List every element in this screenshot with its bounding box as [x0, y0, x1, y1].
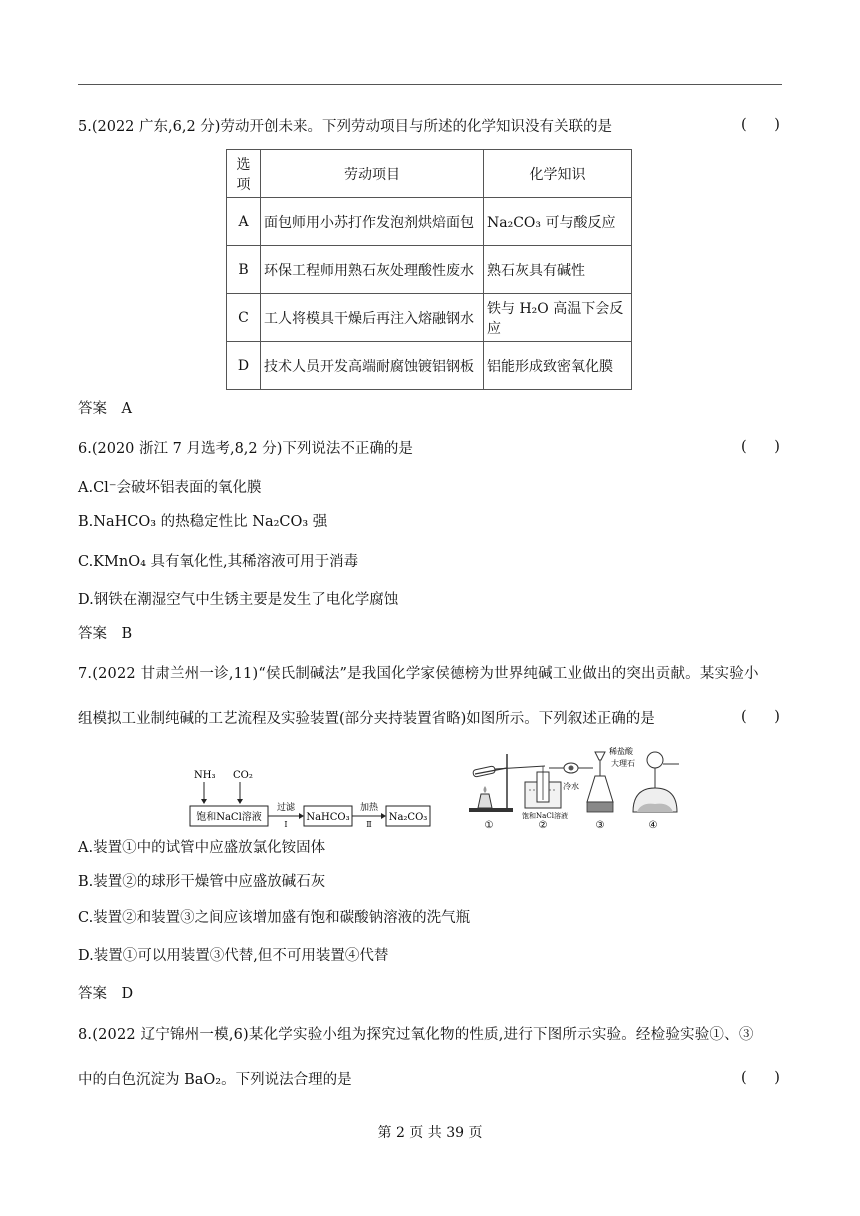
- flow-box-nacl-text: 饱和NaCl溶液: [196, 812, 262, 823]
- q7-option-a: A.装置①中的试管中应盛放氯化铵固体: [78, 840, 326, 856]
- table-row: [227, 198, 632, 246]
- table-header-knowledge: 化学知识: [484, 150, 632, 198]
- flow-arrow-2-bottom: Ⅱ: [366, 820, 372, 829]
- support-block: [587, 802, 613, 812]
- page-footer: 第 2 页 共 39 页: [377, 1125, 483, 1141]
- q6-answer-paren: ( ): [741, 439, 780, 455]
- q7-flow-diagram: [186, 766, 432, 832]
- q8-answer-paren: ( ): [741, 1070, 780, 1086]
- conical-flask: [587, 776, 613, 802]
- flame: [484, 786, 487, 793]
- apparatus-2-label: ②: [538, 820, 548, 831]
- table-cell-knowledge: Na₂CO₃ 可与酸反应: [484, 198, 632, 246]
- saturated-nacl-label: 饱和NaCl溶液: [522, 812, 568, 820]
- kipp-top-bulb: [647, 752, 663, 768]
- table-cell-knowledge: 铝能形成致密氧化膜: [484, 342, 632, 390]
- flow-arrow-1-bottom: Ⅰ: [284, 820, 288, 829]
- table-row: [227, 294, 632, 342]
- stand-base: [469, 808, 513, 812]
- table-cell-project: 面包师用小苏打作发泡剂烘焙面包: [261, 198, 484, 246]
- q7-answer-paren: ( ): [741, 709, 780, 725]
- flow-arrowhead-2: [381, 813, 386, 819]
- q7-answer: 答案 D: [78, 986, 134, 1002]
- q6-answer: 答案 B: [78, 626, 133, 642]
- q7-stem-line2: 组模拟工业制纯碱的工艺流程及实验装置(部分夹持装置省略)如图所示。下列叙述正确的是: [78, 711, 655, 727]
- drying-tube-fill: [569, 766, 574, 771]
- q7-option-d: D.装置①可以用装置③代替,但不可用装置④代替: [78, 948, 389, 964]
- q5-stem: 5.(2022 广东,6,2 分)劳动开创未来。下列劳动项目与所述的化学知识没有关联的是: [78, 119, 612, 135]
- header-rule: [78, 84, 782, 85]
- apparatus-3: [587, 746, 635, 831]
- table-cell-option: D: [227, 342, 261, 390]
- table-row: [227, 342, 632, 390]
- table-cell-knowledge: 铁与 H₂O 高温下会反应: [484, 294, 632, 342]
- apparatus-4-label: ④: [648, 820, 658, 831]
- flow-co2-label: CO₂: [233, 770, 253, 781]
- dilute-hcl-label: 稀盐酸: [609, 747, 633, 756]
- flow-box-nahco3-text: NaHCO₃: [306, 812, 350, 823]
- q8-stem-line1: 8.(2022 辽宁锦州一模,6)某化学实验小组为探究过氧化物的性质,进行下图所示实验。经检验实验①、③: [78, 1027, 754, 1043]
- marble-label: 大理石: [611, 759, 635, 768]
- table-cell-option: A: [227, 198, 261, 246]
- flow-nh3-arrowhead: [201, 799, 207, 804]
- q6-option-a: A.Cl⁻会破坏铝表面的氧化膜: [78, 480, 262, 496]
- delivery-tube: [495, 766, 545, 769]
- table-header-option: 选项: [227, 150, 261, 198]
- flow-nh3-label: NH₃: [194, 770, 216, 781]
- table-header-row: [227, 150, 632, 198]
- apparatus-3-label: ③: [595, 820, 605, 831]
- q7-stem-line1: 7.(2022 甘肃兰州一诊,11)“侯氏制碱法”是我国化学家侯德榜为世界纯碱工业做出的突出贡献。某实验小: [78, 666, 759, 682]
- flow-co2-arrowhead: [237, 799, 243, 804]
- q6-option-b: B.NaHCO₃ 的热稳定性比 Na₂CO₃ 强: [78, 514, 328, 530]
- apparatus-2: [522, 763, 593, 831]
- table-cell-option: C: [227, 294, 261, 342]
- cold-water-label: 冷水: [563, 782, 579, 791]
- q7-option-b: B.装置②的球形干燥管中应盛放碱石灰: [78, 874, 326, 890]
- q5-table: [226, 149, 632, 390]
- alcohol-lamp: [478, 794, 492, 808]
- q7-option-c: C.装置②和装置③之间应该增加盛有饱和碳酸钠溶液的洗气瓶: [78, 910, 471, 926]
- q6-option-c: C.KMnO₄ 具有氧化性,其稀溶液可用于消毒: [78, 554, 359, 570]
- table-cell-project: 工人将模具干燥后再注入熔融钢水: [261, 294, 484, 342]
- table-cell-option: B: [227, 246, 261, 294]
- separatory-funnel: [595, 752, 605, 760]
- table-row: [227, 246, 632, 294]
- table-cell-project: 技术人员开发高端耐腐蚀镀铝钢板: [261, 342, 484, 390]
- q7-apparatus-diagram: [465, 746, 685, 832]
- q6-option-d: D.钢铁在潮湿空气中生锈主要是发生了电化学腐蚀: [78, 592, 399, 608]
- q5-answer-paren: ( ): [741, 117, 780, 133]
- flow-arrow-2-top: 加热: [359, 803, 379, 813]
- apparatus-1-label: ①: [484, 820, 494, 831]
- q8-stem-line2: 中的白色沉淀为 BaO₂。下列说法合理的是: [78, 1072, 352, 1088]
- test-tube: [473, 766, 496, 777]
- q6-stem: 6.(2020 浙江 7 月选考,8,2 分)下列说法不正确的是: [78, 441, 413, 457]
- q5-answer: 答案 A: [78, 401, 132, 417]
- flow-arrow-1-top: 过滤: [276, 803, 296, 813]
- table-cell-knowledge: 熟石灰具有碱性: [484, 246, 632, 294]
- flow-arrowhead-1: [299, 813, 304, 819]
- table-header-project: 劳动项目: [261, 150, 484, 198]
- table-cell-project: 环保工程师用熟石灰处理酸性废水: [261, 246, 484, 294]
- flow-box-na2co3-text: Na₂CO₃: [388, 812, 428, 823]
- apparatus-4: [633, 752, 679, 831]
